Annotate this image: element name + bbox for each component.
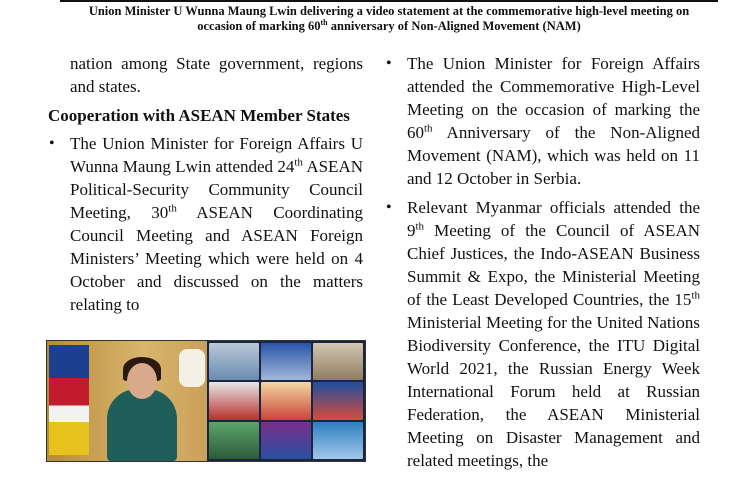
top-rule — [60, 0, 718, 2]
bullet-text: Relevant Myanmar officials attended the 9th Meeting of the Council of ASEAN Chief Justices, the Indo-ASEAN Business Summit & Expo, the Ministerial Meeting of the Least Developed Countries, the 15th Ministerial Meeting for the United Nations Biodiversity Conference, the ITU Digital World 2021, the Russian Energy Week International Forum held at Russian Federation, the ASEAN Ministerial Meeting on Disaster Management and related meetings, the — [407, 198, 700, 470]
video-tile — [313, 422, 363, 459]
video-conference-screen — [207, 341, 365, 461]
vase-image — [179, 349, 205, 387]
bullet-text: The Union Minister for Foreign Affairs U Wunna Maung Lwin attended 24th ASEAN Political-Security Community Council Meeting, 30th ASEAN Coordinating Council Meeting and ASEAN Foreign Ministers’ Meeting which were held on 4 October and discussed on the matters relating to — [70, 134, 364, 314]
caption-line-2 — [60, 19, 718, 34]
video-tile — [261, 382, 311, 419]
list-item — [385, 196, 700, 472]
section-heading: Cooperation with ASEAN Member States — [48, 106, 350, 125]
list-item — [385, 52, 700, 190]
caption-line-1: Union Minister U Wunna Maung Lwin delivering a video statement at the commemorative high-level meeting on — [88, 4, 690, 18]
video-tile — [261, 343, 311, 380]
video-tile — [209, 382, 259, 419]
bullet-icon: • — [386, 199, 392, 216]
left-column — [48, 52, 363, 322]
video-tile — [209, 422, 259, 459]
caption-sup: th — [320, 17, 328, 27]
video-tile — [313, 343, 363, 380]
right-column — [385, 52, 700, 478]
video-tile — [313, 382, 363, 419]
bullet-text: The Union Minister for Foreign Affairs attended the Commemorative High-Level Meeting on the occasion of marking the 60th Anniversary of the Non-Aligned Movement (NAM), which was held on 11 and 12 October in Serbia. — [407, 54, 700, 188]
bullet-icon: • — [49, 135, 55, 152]
continuation-paragraph: nation among State government, regions and states. — [70, 54, 363, 96]
photo-caption — [60, 4, 718, 34]
video-tile — [261, 422, 311, 459]
bullet-icon: • — [386, 55, 392, 72]
asean-flag-image — [49, 345, 89, 455]
list-item — [48, 132, 363, 316]
caption-text-a: occasion of marking 60 — [197, 19, 321, 33]
caption-text-b: anniversary of Non-Aligned Movement (NAM) — [327, 19, 581, 33]
delegate-head — [127, 363, 157, 399]
meeting-photo — [46, 340, 366, 462]
delegate-image — [107, 389, 177, 461]
video-tile — [209, 343, 259, 380]
